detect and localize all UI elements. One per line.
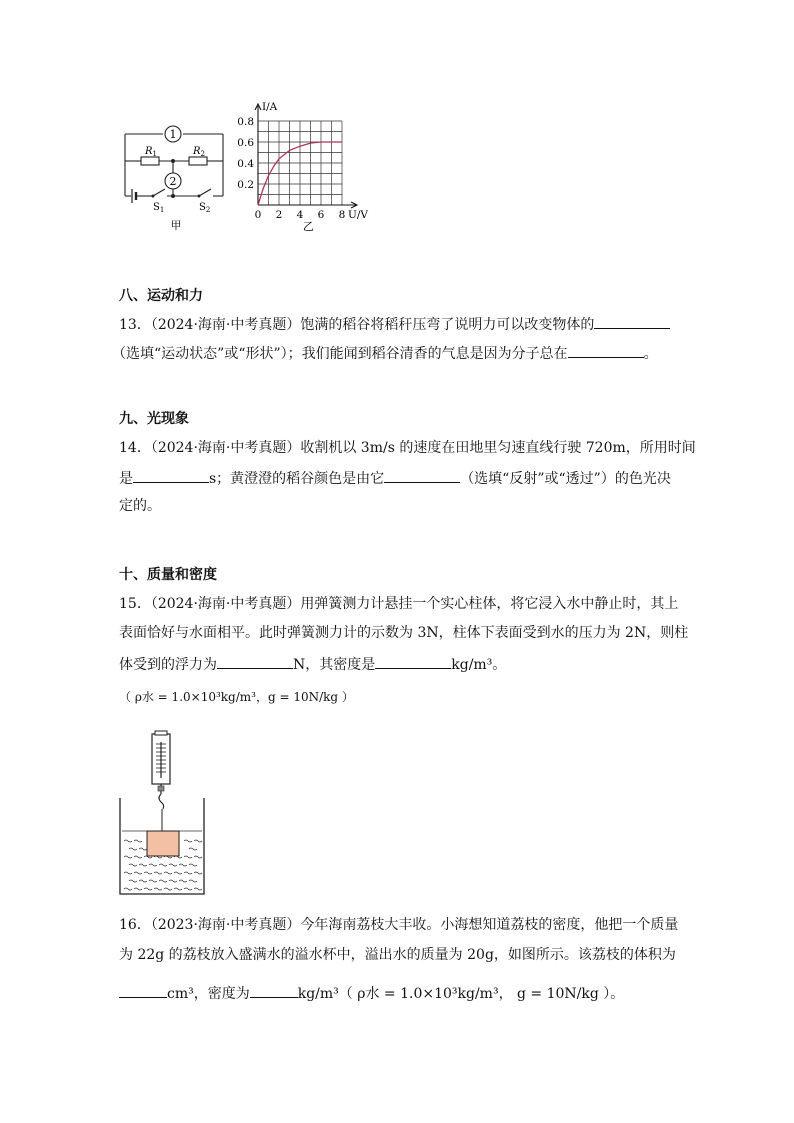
meter-2-label: 2: [169, 175, 177, 188]
y-tick-label: 0.6: [237, 137, 254, 149]
section-8-heading: 八、运动和力: [119, 288, 203, 304]
water-wave: [134, 856, 142, 858]
graph-x-axis-label: U/V: [348, 209, 368, 221]
water-wave: [194, 856, 202, 858]
x-tick-label: 2: [275, 209, 283, 221]
q14-line3: 定的。: [119, 498, 161, 514]
water-wave: [124, 840, 132, 842]
graph-y-axis-label: I/A: [262, 101, 278, 113]
water-wave: [189, 880, 197, 882]
water-wave: [159, 864, 167, 866]
q15-blank-1[interactable]: [217, 656, 293, 669]
water-wave: [129, 880, 137, 882]
water-wave: [134, 888, 142, 890]
water-wave: [184, 888, 192, 890]
q14-blank-1[interactable]: [133, 470, 209, 483]
q16-blank-2[interactable]: [250, 985, 298, 998]
q13-blank-2[interactable]: [568, 345, 644, 358]
water-wave: [179, 864, 187, 866]
q15-blank-2[interactable]: [375, 656, 451, 669]
r1-label: $R_1$: [145, 146, 157, 158]
water-wave: [194, 888, 202, 890]
water-wave: [144, 888, 152, 890]
water-wave: [169, 880, 177, 882]
water-wave: [124, 872, 132, 874]
y-tick-label: 0.2: [237, 179, 254, 191]
y-tick-label: 0.4: [237, 158, 254, 170]
water-wave: [129, 864, 137, 866]
water-wave: [149, 880, 157, 882]
water-wave: [164, 888, 172, 890]
water-wave: [129, 848, 137, 850]
water-wave: [184, 840, 192, 842]
water-wave: [134, 840, 142, 842]
water-wave: [134, 872, 142, 874]
q14-line1: 14．（2024·海南·中考真题）收割机以 3m/s 的速度在田地里匀速直线行驶 720m，所用时间: [119, 440, 696, 456]
figure-caption-jia: 甲: [170, 219, 182, 232]
x-tick-label: 0: [254, 209, 262, 221]
q16-line2: 为 22g 的荔枝放入盛满水的溢水杯中，溢出水的质量为 20g，如图所示。该荔枝的体积为: [119, 947, 676, 963]
q15-line2: 表面恰好与水面相平。此时弹簧测力计的示数为 3N，柱体下表面受到水的压力为 2N，则柱: [119, 625, 689, 641]
section-9-heading: 九、光现象: [119, 411, 189, 427]
spring-scale-figure: [118, 728, 210, 898]
q13-line2: （选填“运动状态”或“形状”）；我们能闻到稻谷清香的气息是因为分子总在 。: [112, 346, 658, 362]
s1-label: $S_1$: [153, 202, 165, 214]
section-10-heading: 十、质量和密度: [119, 567, 217, 583]
x-tick-label: 8: [338, 209, 346, 221]
water-wave: [194, 840, 202, 842]
water-wave: [124, 856, 132, 858]
water-wave: [154, 888, 162, 890]
water-wave: [139, 848, 147, 850]
q13-blank-1[interactable]: [594, 316, 670, 329]
water-wave: [159, 880, 167, 882]
x-tick-label: 4: [296, 209, 304, 221]
q16-line3: cm³，密度为 kg/m³（ ρ水 = 1.0×10³kg/m³， g = 10N/kg ）。: [119, 985, 624, 1001]
q15-line3: 体受到的浮力为 N，其密度是 kg/m³。: [119, 657, 507, 673]
q13-line1: 13．（2024·海南·中考真题）饱满的稻谷将稻秆压弯了说明力可以改变物体的: [119, 316, 670, 332]
water-wave: [184, 856, 192, 858]
x-tick-label: 6: [317, 209, 325, 221]
water-wave: [164, 872, 172, 874]
q14-line2: 是 s；黄澄澄的稻谷颜色是由它 （选填“反射”或“透过”）的色光决: [119, 471, 671, 487]
circuit-diagram: [115, 118, 230, 233]
q14-blank-2[interactable]: [384, 470, 460, 483]
water-wave: [189, 864, 197, 866]
water-wave: [124, 888, 132, 890]
y-tick-label: 0.8: [237, 116, 254, 128]
water-wave: [139, 864, 147, 866]
water-wave: [184, 872, 192, 874]
water-wave: [144, 872, 152, 874]
water-wave: [179, 880, 187, 882]
water-wave: [169, 864, 177, 866]
q15-constants: （ ρ水 = 1.0×10³kg/m³，g = 10N/kg ）: [119, 690, 354, 704]
water-wave: [189, 848, 197, 850]
water-wave: [139, 880, 147, 882]
water-wave: [149, 864, 157, 866]
water-wave: [174, 872, 182, 874]
water-wave: [174, 888, 182, 890]
water-wave: [154, 872, 162, 874]
r2-label: $R_2$: [193, 146, 205, 158]
q16-line1: 16．（2023·海南·中考真题）今年海南荔枝大丰收。小海想知道荔枝的密度，他把一个质量: [119, 917, 679, 933]
meter-1-label: 1: [169, 128, 177, 141]
water-wave: [194, 872, 202, 874]
q16-blank-1[interactable]: [119, 985, 167, 998]
iu-graph: [236, 100, 376, 235]
q15-line1: 15．（2024·海南·中考真题）用弹簧测力计悬挂一个实心柱体，将它浸入水中静止时，其上: [119, 596, 679, 612]
figure-caption-yi: 乙: [302, 220, 314, 233]
s2-label: $S_2$: [199, 202, 211, 214]
